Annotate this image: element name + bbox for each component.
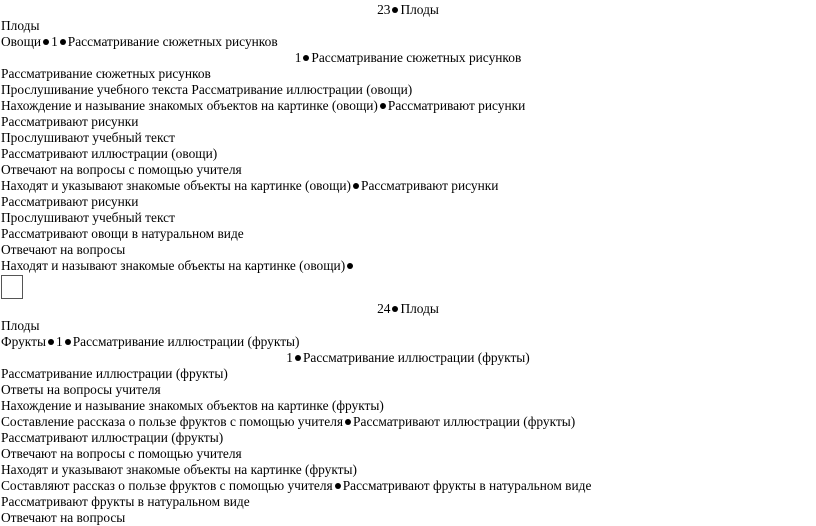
section1-line: Рассматривание сюжетных рисунков: [1, 66, 211, 81]
section1-line-after: Рассматривают рисунки: [387, 98, 526, 113]
bullet-icon: [392, 306, 398, 312]
bullet-icon: [295, 355, 301, 361]
section2-line: [1, 414, 575, 430]
section2-center-activity: Рассматривание иллюстрации (фрукты): [302, 350, 530, 365]
section1-heading: [0, 2, 816, 18]
empty-frame-box: [1, 275, 23, 299]
section2-center-number: 1: [286, 350, 293, 365]
section1-line-text: Находят и указывают знакомые объекты на картинке (овощи): [1, 178, 352, 193]
bullet-icon: [303, 55, 309, 61]
section2-line-after: Рассматривают фрукты в натуральном виде: [342, 478, 592, 493]
section1-topic: Овощи: [1, 34, 42, 49]
section1-topic-activity: Рассматривание сюжетных рисунков: [67, 34, 278, 49]
section1-topic-line: [1, 34, 278, 50]
bullet-icon: [48, 339, 54, 345]
section2-line: Рассматривание иллюстрации (фрукты): [1, 366, 228, 381]
section2-line-text: Составление рассказа о пользе фруктов с помощью учителя: [1, 414, 344, 429]
section2-heading-title: Плоды: [400, 301, 439, 316]
section1-line-text: Находят и называют знакомые объекты на картинке (овощи): [1, 258, 346, 273]
section1-line: Прослушивают учебный текст: [1, 210, 175, 225]
section2-subtitle: Плоды: [1, 318, 40, 333]
section1-line: [1, 98, 525, 114]
bullet-icon: [345, 419, 351, 425]
section2-line: Отвечают на вопросы с помощью учителя: [1, 446, 242, 461]
section1-line: Прослушивание учебного текста Рассматривание иллюстрации (овощи): [1, 82, 413, 97]
section2-topic-number: 1: [55, 334, 63, 349]
section1-center-activity: Рассматривание сюжетных рисунков: [311, 50, 522, 65]
section2-line: Находят и указывают знакомые объекты на картинке (фрукты): [1, 462, 357, 477]
section2-line: Ответы на вопросы учителя: [1, 382, 161, 397]
section1-heading-title: Плоды: [400, 2, 439, 17]
section2-topic-line: [1, 334, 300, 350]
section1-line: Отвечают на вопросы с помощью учителя: [1, 162, 242, 177]
section2-topic-activity: Рассматривание иллюстрации (фрукты): [72, 334, 300, 349]
section2-heading-number: 24: [377, 301, 391, 316]
section1-center-line: [0, 50, 816, 66]
section1-line: Рассматривают рисунки: [1, 114, 139, 129]
section2-line: Рассматривают фрукты в натуральном виде: [1, 494, 250, 509]
section2-topic: Фрукты: [1, 334, 46, 349]
section1-line-text: Нахождение и называние знакомых объектов на картинке (овощи): [1, 98, 378, 113]
section2-line-after: Рассматривают иллюстрации (фрукты): [353, 414, 576, 429]
section2-line: Нахождение и называние знакомых объектов на картинке (фрукты): [1, 398, 384, 413]
bullet-icon: [65, 339, 71, 345]
bullet-icon: [353, 183, 359, 189]
bullet-icon: [347, 263, 353, 269]
section1-line: Рассматривают рисунки: [1, 194, 139, 209]
bullet-icon: [380, 103, 386, 109]
bullet-icon: [60, 39, 66, 45]
bullet-icon: [335, 483, 341, 489]
bullet-icon: [392, 7, 398, 13]
section2-line-text: Составляют рассказ о пользе фруктов с помощью учителя: [1, 478, 333, 493]
section1-subtitle: Плоды: [1, 18, 40, 33]
section1-topic-number: 1: [51, 34, 58, 49]
section1-line: [1, 258, 355, 274]
section1-center-number: 1: [294, 50, 302, 65]
section1-line: [1, 178, 498, 194]
section1-line: Прослушивают учебный текст: [1, 130, 175, 145]
section1-line: Отвечают на вопросы: [1, 242, 126, 257]
section1-heading-number: 23: [377, 2, 391, 17]
bullet-icon: [43, 39, 49, 45]
section2-heading: [0, 301, 816, 317]
section2-line: Отвечают на вопросы: [1, 510, 126, 525]
section1-line: Рассматривают овощи в натуральном виде: [1, 226, 244, 241]
section1-line: Рассматривают иллюстрации (овощи): [1, 146, 218, 161]
section2-line: [1, 478, 591, 494]
section2-line: Рассматривают иллюстрации (фрукты): [1, 430, 224, 445]
section1-line-after: Рассматривают рисунки: [361, 178, 499, 193]
section2-center-line: [0, 350, 816, 366]
